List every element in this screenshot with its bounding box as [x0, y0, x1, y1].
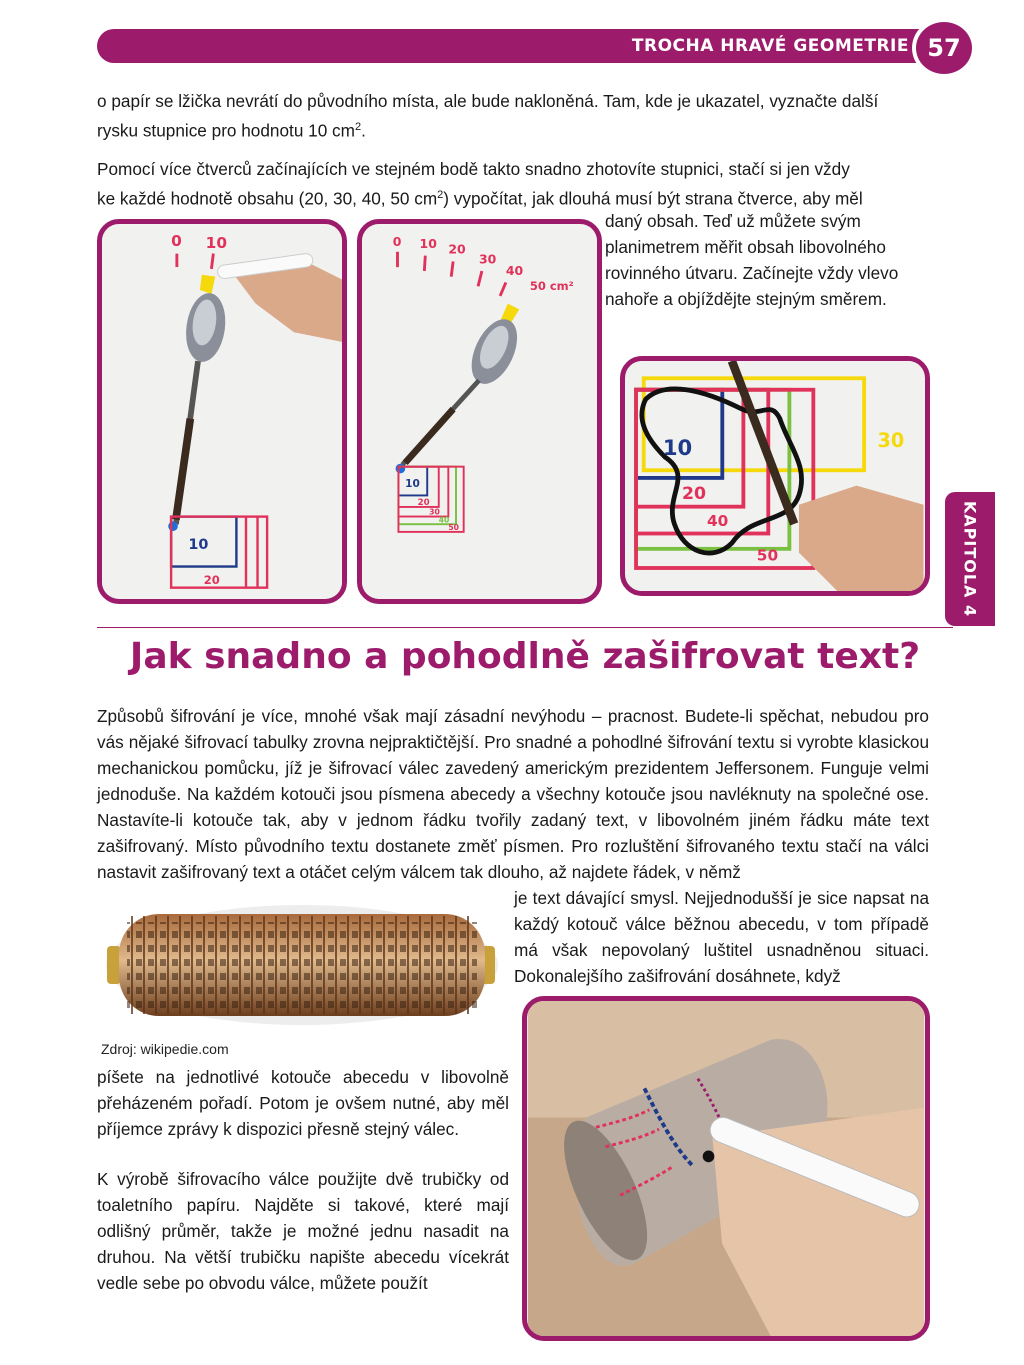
square-label: 10 [662, 434, 693, 460]
photo-toilet-roll-cylinder-graphic [527, 1001, 925, 1336]
photo-planimeter-tracing-graphic [625, 361, 925, 591]
scale-tick-label: 40 [505, 262, 524, 278]
image-caption: Zdroj: wikipedie.com [101, 1041, 229, 1057]
paragraph-shuffled-alphabet: píšete na jednotlivé kotouče abecedu v libovolně přeházeném pořadí. Potom je ovšem nutné, aby měl příjemce zprávy k dispozici přesně stejný válec. [97, 1067, 509, 1139]
square-label: 20 [682, 484, 707, 504]
running-header-title: TROCHA HRAVÉ GEOMETRIE [631, 36, 909, 56]
section-title: Jak snadno a pohodlně zašifrovat text? [129, 636, 921, 677]
paragraph-continued-line2: rysku stupnice pro hodnotu 10 $cm^2$. [97, 120, 366, 141]
paragraph-scale-line1: Pomocí více čtverců začínajících ve stejném bodě takto snadno zhotovíte stupnici, stačí si jen vždy [97, 159, 850, 179]
square-label: 30 [429, 507, 440, 517]
scale-tick-label: 10 [419, 235, 437, 251]
photo-spoon-scale-10 [97, 219, 347, 604]
paragraph-cipher-intro-continued: je text dávající smysl. Nejjednodušší je sice napsat na každý kotouč válce běžnou abecedu, v tom případě má však nepovolaný luštitel usnadněnou situaci. Dokonalejšího zašifrování dosáhnete, když [514, 888, 929, 986]
paragraph-scale-line2: ke každé hodnotě obsahu (20, 30, 40, 50 $cm^2$) vypočítat, jak dlouhá musí být strana čtverce, aby měl [97, 188, 863, 209]
scale-tick-label: 0 [171, 231, 182, 250]
paragraph-toilet-roll: K výrobě šifrovacího válce použijte dvě trubičky od toaletního papíru. Najděte si takové, které mají odlišný průměr, takže je možné jednu nasadit na druhou. Na větší trubičku napište abecedu vícekrát vedle sebe po obvodu válce, můžete použít [97, 1169, 509, 1293]
photo-jefferson-wheel-cipher [97, 900, 502, 1030]
photo-spoon-scale-50 [357, 219, 602, 604]
paragraph-continued-line1: o papír se lžička nevrátí do původního místa, ale bude nakloněná. Tam, kde je ukazatel, vyznačte další [97, 91, 879, 111]
photo-jefferson-wheel-cipher-graphic [97, 900, 502, 1030]
chapter-tab-label: KAPITOLA 4 [960, 500, 980, 618]
paragraph-scale-side: daný obsah. Teď už můžete svým planimetrem měřit obsah libovolného rovinného útvaru. Začínejte vždy vlevo nahoře a objíždějte stejným směrem. [605, 211, 899, 309]
photo-planimeter-tracing [620, 356, 930, 596]
square-label: 10 [188, 537, 209, 554]
paragraph-scale [97, 156, 953, 212]
scale-tick-label: 20 [448, 241, 466, 257]
square-label: 40 [706, 511, 729, 530]
square-label: 30 [877, 429, 905, 453]
square-label: 10 [405, 477, 420, 490]
photo-toilet-roll-cylinder [522, 996, 930, 1341]
chapter-tab [945, 492, 995, 626]
scale-tick-label: 10 [205, 233, 228, 252]
photo-spoon-scale-10-graphic [102, 224, 342, 599]
running-header [97, 29, 927, 63]
square-label: 40 [438, 515, 450, 525]
scale-tick-label: 50 cm² [529, 279, 574, 294]
photo-spoon-scale-50-graphic [362, 224, 597, 599]
page-number: 57 [927, 34, 961, 62]
paragraph-cipher-intro: Způsobů šifrování je více, mnohé však mají zásadní nevýhodu – pracnost. Budete-li spěchat, nebudou pro vás nějaké šifrovací tabulky zrovna nejpraktičtější. Pro snadné a pohodlné šifrování textu si vyrobte klasickou mechanickou pomůcku, jíž je šifrovací válec zavedený americkým prezidentem Jeffersonem. Funguje velmi jednoduše. Na každém kotouči jsou písmena abecedy a všechny kotouče jsou navléknuty na společné ose. Nastavíte-li kotouče tak, aby v jednom řádku tvořily zadaný text, v libovolném jiném řádku máte text zašifrovaný. Místo původního textu dostanete změť písmen. Pro rozluštění šifrovaného textu stačí na válci nastavit zašifrovaný text a otáčet celým válcem tak dlouho, až najdete řádek, v němž [97, 706, 929, 882]
scale-tick-label: 0 [392, 234, 402, 250]
section-divider [97, 627, 953, 628]
square-label: 50 [756, 546, 779, 565]
paragraph-continued [97, 88, 953, 144]
square-label: 50 [448, 522, 459, 532]
square-label: 20 [417, 498, 430, 509]
square-label: 20 [203, 572, 220, 587]
scale-tick-label: 30 [479, 251, 497, 267]
page-number-badge [912, 18, 976, 78]
